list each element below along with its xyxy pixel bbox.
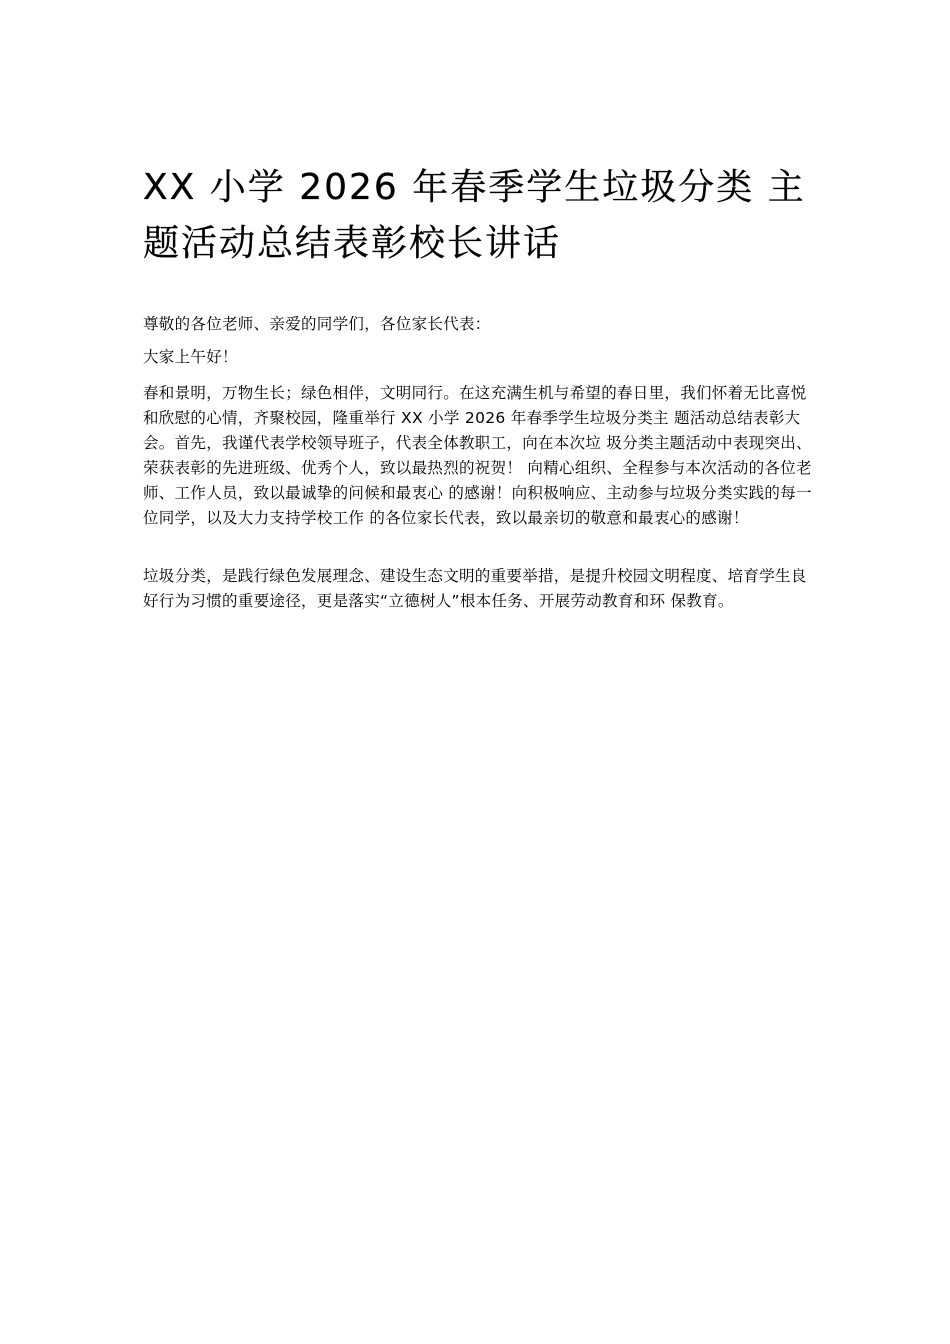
purpose-paragraph: 垃圾分类，是践行绿色发展理念、建设生态文明的重要举措，是提升校园文明程度、培育学生良好行为习惯的重要途径，更是落实“立德树人”根本任务、开展劳动教育和环 保教育。 — [143, 567, 807, 610]
greeting-paragraph: 大家上午好！ — [143, 348, 238, 366]
salutation-paragraph: 尊敬的各位老师、亲爱的同学们，各位家长代表： — [143, 315, 491, 333]
document-title: XX 小学 2026 年春季学生垃圾分类 主题活动总结表彰校长讲话 — [143, 167, 806, 264]
intro-paragraph: 春和景明，万物生长；绿色相伴，文明同行。在这充满生机与希望的春日里，我们怀着无比喜悦和欣慰的心情，齐聚校园，隆重举行 XX 小学 2026 年春季学生垃圾分类主 题活动总结表彰大会。首先，我谨代表学校领导班子，代表全体教职工，向在本次垃 圾分类主题活动中表现突出、荣获表彰的先进班级、优秀个人，致以最热烈的祝贺！ 向精心组织、全程参与本次活动的各位老师、工作人员，致以最诚挚的问候和最衷心 的感谢！向积极响应、主动参与垃圾分类实践的每一位同学，以及大力支持学校工作 的各位家长代表，致以最亲切的敬意和最衷心的感谢！ — [143, 384, 812, 527]
